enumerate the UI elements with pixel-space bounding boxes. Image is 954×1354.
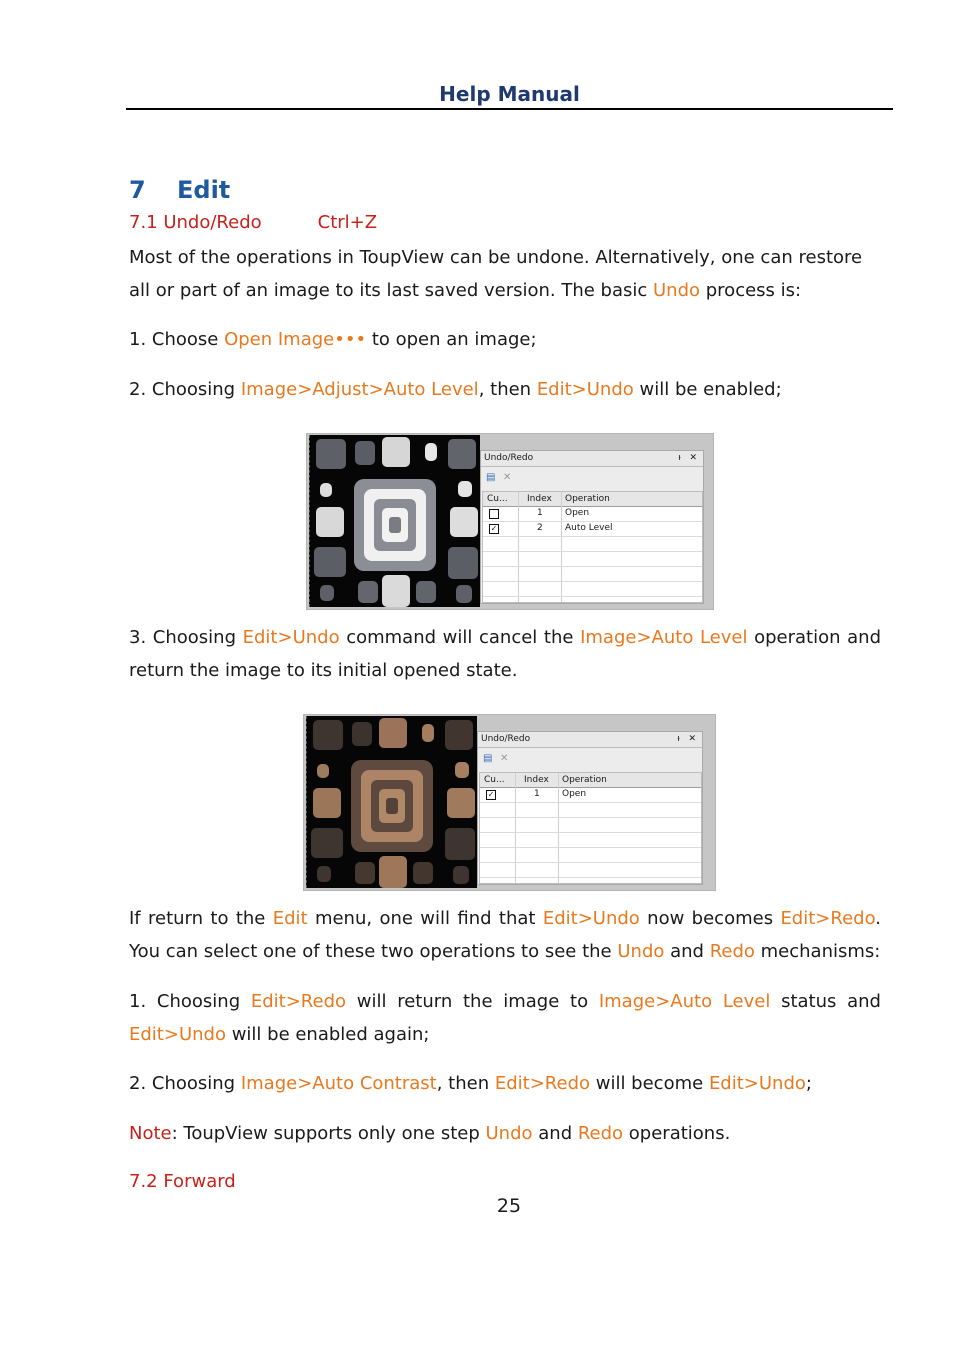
column-header: Index	[524, 775, 549, 785]
text: , then	[436, 1073, 495, 1094]
table-cell: Open	[562, 789, 587, 799]
table-cell: 1	[537, 508, 543, 518]
text: , then	[478, 379, 537, 400]
undo-redo-panel	[480, 450, 704, 604]
highlight: Edit>Redo	[250, 991, 347, 1012]
highlight: Image>Auto Contrast	[240, 1073, 437, 1094]
highlight: Open Image•••	[224, 329, 367, 350]
figure-undo-redo-1	[306, 433, 714, 610]
redo-step-2	[129, 1067, 881, 1100]
text: will return the image to	[346, 991, 599, 1012]
shortcut-label: Ctrl+Z	[317, 212, 378, 233]
highlight: Undo	[617, 941, 665, 962]
text: to open an image;	[366, 329, 537, 350]
highlight: Edit>Undo	[708, 1073, 806, 1094]
text: 1. Choosing	[129, 991, 251, 1012]
delete-icon[interactable]: ✕	[500, 753, 509, 764]
text: . You can select one of these two operations to see the	[129, 908, 882, 962]
figure-undo-redo-2	[303, 714, 716, 891]
chapter-number: 7	[129, 176, 146, 204]
text: 2. Choosing	[129, 379, 241, 400]
text: If return to the	[129, 908, 273, 929]
text: and	[664, 941, 710, 962]
text: mechanisms:	[754, 941, 881, 962]
intro-paragraph	[129, 241, 881, 307]
highlight: Edit>Undo	[242, 627, 340, 648]
text: : ToupView supports only one step	[171, 1123, 486, 1144]
text: and	[532, 1123, 578, 1144]
history-table	[479, 772, 702, 884]
text: operation and return the image to its initial opened state.	[129, 627, 882, 681]
text: 1. Choose	[129, 329, 225, 350]
highlight: Undo	[653, 280, 701, 301]
text: Most of the operations in ToupView can be undone. Alternatively, one can restore all or part of an image to its last saved version. The basic	[129, 247, 863, 301]
column-header: Operation	[565, 494, 610, 504]
column-header: Cu...	[484, 775, 505, 785]
highlight: Image>Auto Level	[598, 991, 771, 1012]
table-cell: 2	[537, 523, 543, 533]
highlight: Redo	[709, 941, 755, 962]
step-3	[129, 621, 881, 687]
text: status and	[770, 991, 881, 1012]
highlight: Undo	[485, 1123, 533, 1144]
redo-step-1	[129, 985, 881, 1051]
section-heading-forward: 7.2 Forward	[129, 1171, 236, 1192]
undo-redo-panel	[477, 731, 703, 885]
panel-titlebar	[478, 732, 702, 748]
panel-title: Undo/Redo	[481, 734, 531, 744]
note-label: Note	[129, 1123, 172, 1144]
column-header: Cu...	[487, 494, 508, 504]
text: menu, one will find that	[307, 908, 543, 929]
checkbox[interactable]: ✓	[490, 524, 498, 533]
text: process is:	[700, 280, 802, 301]
text: 2. Choosing	[129, 1073, 241, 1094]
highlight: Edit>Undo	[542, 908, 640, 929]
text: will become	[590, 1073, 709, 1094]
highlight: Redo	[577, 1123, 624, 1144]
pin-close-icon[interactable]: ᵼ ✕	[678, 453, 700, 463]
panel-toolbar	[478, 748, 702, 772]
chapter-heading	[129, 176, 230, 204]
text: ;	[805, 1073, 812, 1094]
highlight: Edit>Undo	[536, 379, 634, 400]
header-rule	[126, 108, 893, 110]
text: will be enabled;	[633, 379, 782, 400]
highlight: Edit>Redo	[780, 908, 876, 929]
highlight: Image>Adjust>Auto Level	[240, 379, 479, 400]
checkbox[interactable]	[489, 509, 499, 519]
step-1	[129, 323, 881, 356]
history-icon[interactable]: ▤	[486, 472, 496, 483]
text: now becomes	[639, 908, 781, 929]
table-cell: Open	[565, 508, 590, 518]
highlight: Edit>Redo	[494, 1073, 591, 1094]
pin-close-icon[interactable]: ᵼ ✕	[677, 734, 699, 744]
text: will be enabled again;	[225, 1024, 430, 1045]
text: operations.	[623, 1123, 731, 1144]
return-paragraph	[129, 902, 881, 968]
panel-toolbar	[481, 467, 703, 491]
text: 3. Choosing	[129, 627, 243, 648]
pattern-image	[309, 435, 480, 607]
note-paragraph	[129, 1117, 881, 1150]
delete-icon[interactable]: ✕	[503, 472, 512, 483]
highlight: Edit>Undo	[129, 1024, 226, 1045]
highlight: Edit	[272, 908, 308, 929]
text: command will cancel the	[339, 627, 581, 648]
chapter-title: Edit	[177, 176, 231, 204]
column-header: Operation	[562, 775, 607, 785]
section-title: 7.1 Undo/Redo	[129, 212, 262, 233]
section-heading-undo-redo	[129, 212, 377, 233]
table-cell: 1	[534, 789, 540, 799]
panel-titlebar	[481, 451, 703, 467]
history-table	[482, 491, 703, 603]
table-cell: Auto Level	[565, 523, 613, 533]
history-icon[interactable]: ▤	[483, 753, 493, 764]
step-2	[129, 373, 881, 406]
header-title: Help Manual	[439, 82, 580, 106]
highlight: Image>Auto Level	[580, 627, 748, 648]
column-header: Index	[527, 494, 552, 504]
checkbox[interactable]: ✓	[487, 790, 495, 799]
pattern-image	[306, 716, 477, 888]
page-number: 25	[496, 1195, 522, 1217]
panel-title: Undo/Redo	[484, 453, 534, 463]
